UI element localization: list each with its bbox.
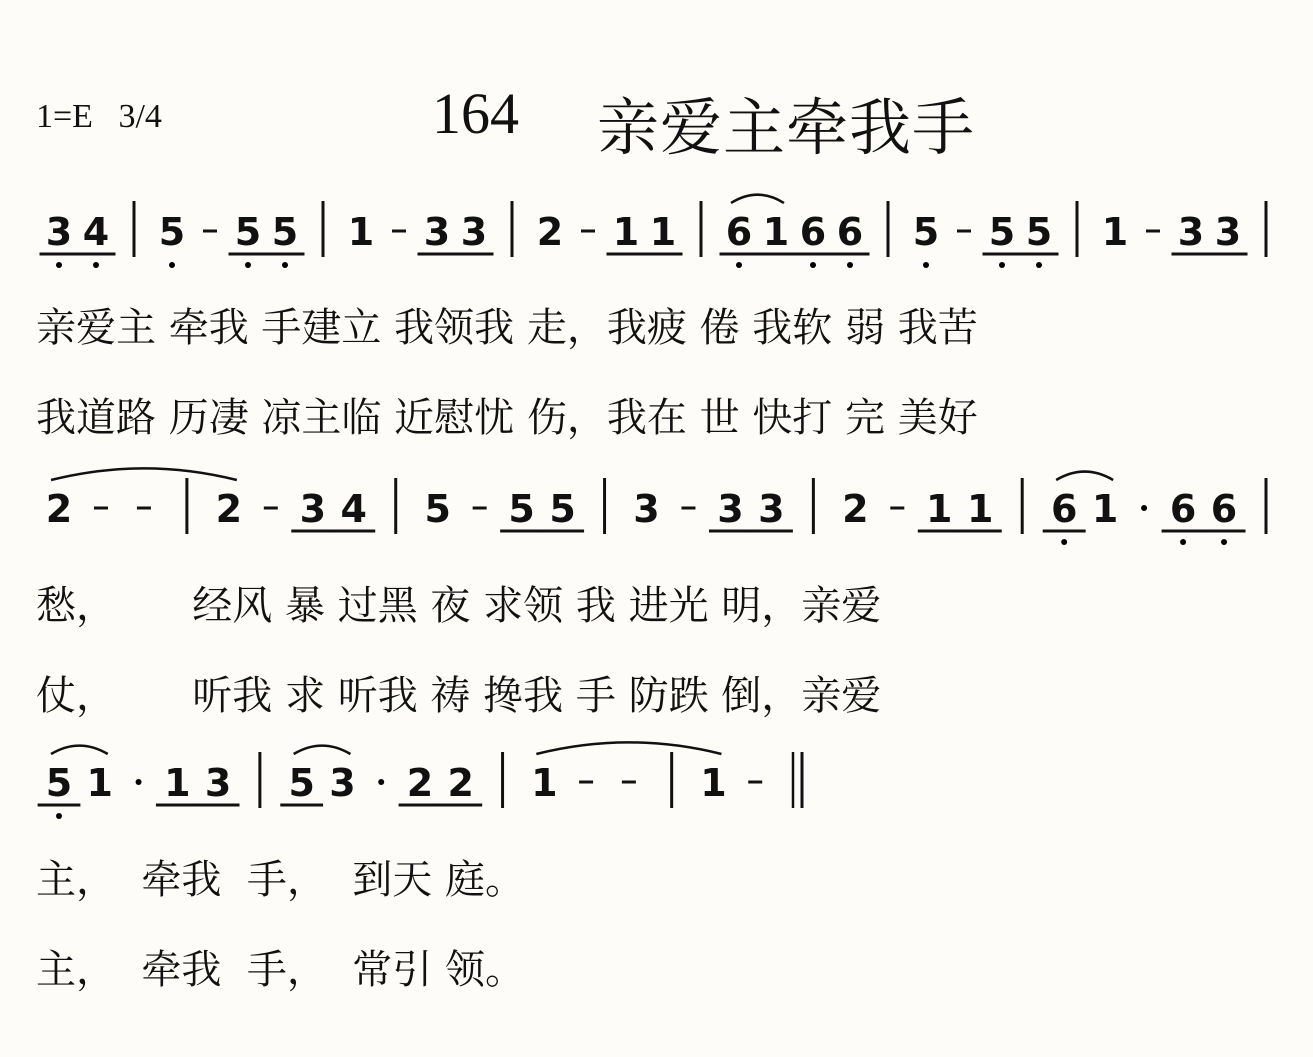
key-signature: 1=E: [36, 98, 93, 135]
slur-mark: [1056, 472, 1113, 480]
time-signature: 3/4: [118, 98, 162, 135]
note-1: 1: [926, 487, 953, 531]
note-3: 3: [717, 487, 744, 531]
note-4: 4: [340, 487, 367, 531]
note-3: 3: [329, 761, 356, 805]
low-octave-dot: [999, 262, 1005, 268]
note-5: 5: [288, 761, 315, 805]
lyric-line-s2-v2: 仗， 听我 求 听我 祷 搀我 手 防跌 倒，亲爱: [36, 673, 882, 719]
slur-mark: [51, 468, 237, 480]
note-1: 1: [612, 210, 640, 254]
note-6: 6: [1210, 487, 1238, 531]
low-octave-dot: [810, 262, 816, 268]
note-3: 3: [1214, 210, 1242, 254]
note-2: 2: [842, 487, 869, 531]
note-1: 1: [967, 487, 994, 531]
note-3: 3: [204, 761, 232, 805]
note-3: 3: [1177, 210, 1205, 254]
note-6: 6: [799, 210, 827, 254]
lyric-line-s1-v1: 亲爱主 牵我 手建立 我领我 走，我疲 倦 我软 弱 我苦: [36, 305, 978, 351]
low-octave-dot: [93, 262, 99, 268]
slur-mark: [536, 742, 721, 754]
low-octave-dot: [923, 262, 929, 268]
note-5: 5: [45, 761, 73, 805]
slur-mark: [731, 195, 784, 203]
note-5: 5: [158, 210, 186, 254]
note-5: 5: [424, 487, 451, 531]
low-octave-dot: [245, 262, 251, 268]
note-1: 1: [531, 761, 558, 805]
note-1: 1: [700, 761, 727, 805]
dot-mark: [1141, 505, 1147, 511]
note-1: 1: [86, 761, 114, 805]
note-3: 3: [299, 487, 327, 531]
low-octave-dot: [169, 262, 175, 268]
hymn-number: 164: [432, 81, 519, 146]
low-octave-dot: [1061, 539, 1067, 545]
note-2: 2: [447, 761, 475, 805]
note-3: 3: [758, 487, 785, 531]
page-title: 亲爱主牵我手: [597, 91, 976, 164]
note-2: 2: [215, 487, 243, 531]
low-octave-dot: [1180, 539, 1186, 545]
note-5: 5: [271, 210, 299, 254]
dot-mark: [136, 779, 142, 785]
low-octave-dot: [847, 262, 853, 268]
note-6: 6: [725, 210, 753, 254]
note-1: 1: [164, 761, 191, 805]
note-5: 5: [549, 487, 576, 531]
dot-mark: [378, 779, 384, 785]
lyric-line-s3-v2: 主， 牵我 手， 常引 领。: [36, 947, 526, 993]
note-4: 4: [82, 210, 110, 254]
note-6: 6: [1169, 487, 1197, 531]
note-6: 6: [1050, 487, 1078, 531]
note-1: 1: [1101, 210, 1129, 254]
low-octave-dot: [1221, 539, 1227, 545]
note-1: 1: [649, 210, 677, 254]
note-5: 5: [234, 210, 262, 254]
note-6: 6: [836, 210, 864, 254]
note-3: 3: [45, 210, 73, 254]
low-octave-dot: [736, 262, 742, 268]
lyric-line-s2-v1: 愁， 经风 暴 过黑 夜 求领 我 进光 明，亲爱: [36, 583, 882, 629]
low-octave-dot: [56, 262, 62, 268]
low-octave-dot: [1036, 262, 1042, 268]
low-octave-dot: [282, 262, 288, 268]
slur-mark: [294, 746, 351, 754]
note-5: 5: [1025, 210, 1053, 254]
note-5: 5: [912, 210, 940, 254]
note-2: 2: [45, 487, 73, 531]
note-5: 5: [988, 210, 1016, 254]
note-3: 3: [423, 210, 451, 254]
lyric-line-s1-v2: 我道路 历凄 凉主临 近慰忧 伤，我在 世 快打 完 美好: [36, 395, 978, 441]
note-2: 2: [406, 761, 434, 805]
note-1: 1: [762, 210, 790, 254]
note-2: 2: [536, 210, 564, 254]
note-1: 1: [1091, 487, 1119, 531]
lyric-line-s3-v1: 主， 牵我 手， 到天 庭。: [36, 857, 526, 903]
note-3: 3: [460, 210, 488, 254]
low-octave-dot: [56, 813, 62, 819]
note-3: 3: [633, 487, 660, 531]
slur-mark: [51, 746, 108, 754]
note-1: 1: [347, 210, 375, 254]
note-5: 5: [508, 487, 535, 531]
